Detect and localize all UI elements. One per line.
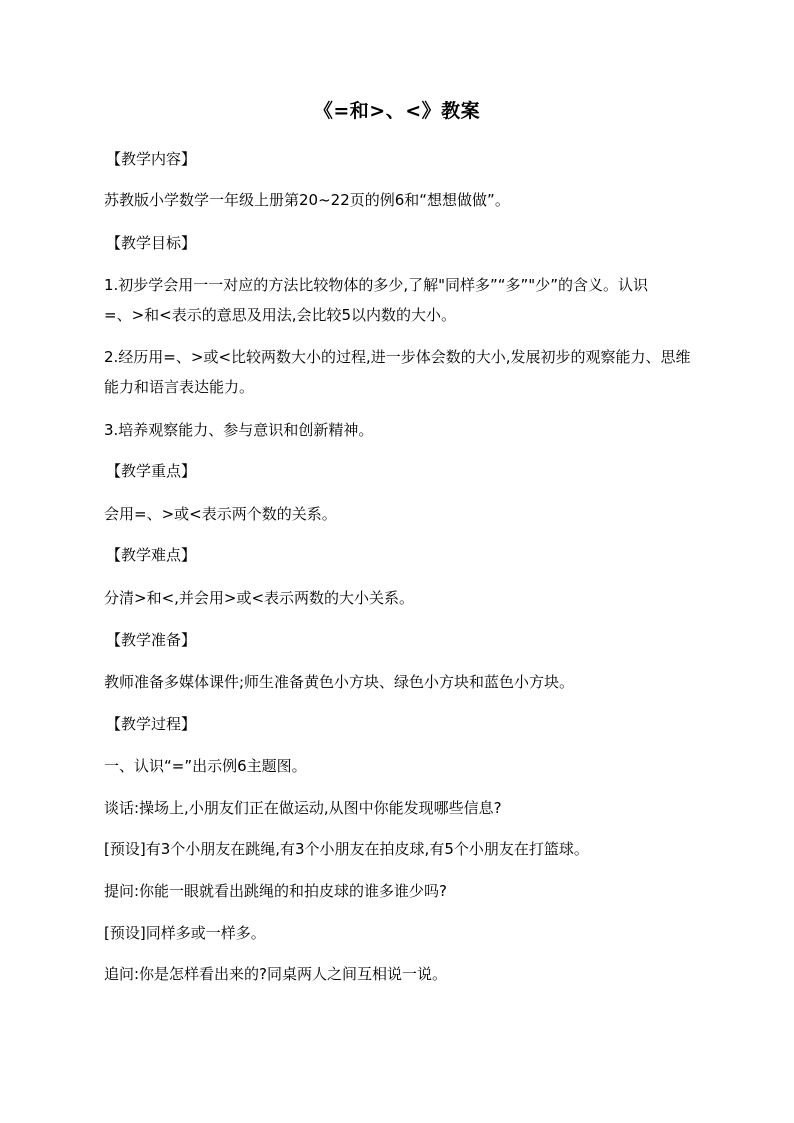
section-heading-goals: 【教学目标】	[106, 234, 197, 252]
section-heading-content: 【教学内容】	[106, 150, 197, 168]
prep-text: 教师准备多媒体课件;师生准备黄色小方块、绿色小方块和蓝色小方块。	[104, 673, 575, 691]
goal-1-line-1: 1.初步学会用一一对应的方法比较物体的多少,了解"同样多”“多”"少”的含义。认识	[104, 276, 648, 294]
process-line-6: 追问:你是怎样看出来的?同桌两人之间互相说一说。	[104, 965, 448, 983]
section-heading-process: 【教学过程】	[106, 715, 197, 733]
content-text: 苏教版小学数学一年级上册第20~22页的例6和“想想做做”。	[104, 191, 510, 209]
process-line-5: [预设]同样多或一样多。	[104, 924, 266, 942]
goal-2-line-2: 能力和语言表达能力。	[104, 378, 255, 396]
key-text: 会用=、>或<表示两个数的关系。	[104, 505, 337, 523]
section-heading-difficulty: 【教学难点】	[106, 546, 197, 564]
process-line-3: [预设]有3个小朋友在跳绳,有3个小朋友在拍皮球,有5个小朋友在打篮球。	[104, 840, 589, 858]
goal-2-line-1: 2.经历用=、>或<比较两数大小的过程,进一步体会数的大小,发展初步的观察能力、思维	[104, 348, 691, 366]
section-heading-key: 【教学重点】	[106, 462, 197, 480]
process-line-1: 一、认识“=”出示例6主题图。	[104, 757, 307, 775]
section-heading-prep: 【教学准备】	[106, 631, 197, 649]
document-title: 《=和>、<》教案	[313, 100, 481, 122]
goal-3: 3.培养观察能力、参与意识和创新精神。	[104, 421, 374, 439]
process-line-4: 提问:你能一眼就看出跳绳的和拍皮球的谁多谁少吗?	[104, 882, 448, 900]
difficulty-text: 分清>和<,并会用>或<表示两数的大小关系。	[104, 589, 415, 607]
process-line-2: 谈话:操场上,小朋友们正在做运动,从图中你能发现哪些信息?	[104, 799, 502, 817]
goal-1-line-2: =、>和<表示的意思及用法,会比较5以内数的大小。	[104, 306, 457, 324]
